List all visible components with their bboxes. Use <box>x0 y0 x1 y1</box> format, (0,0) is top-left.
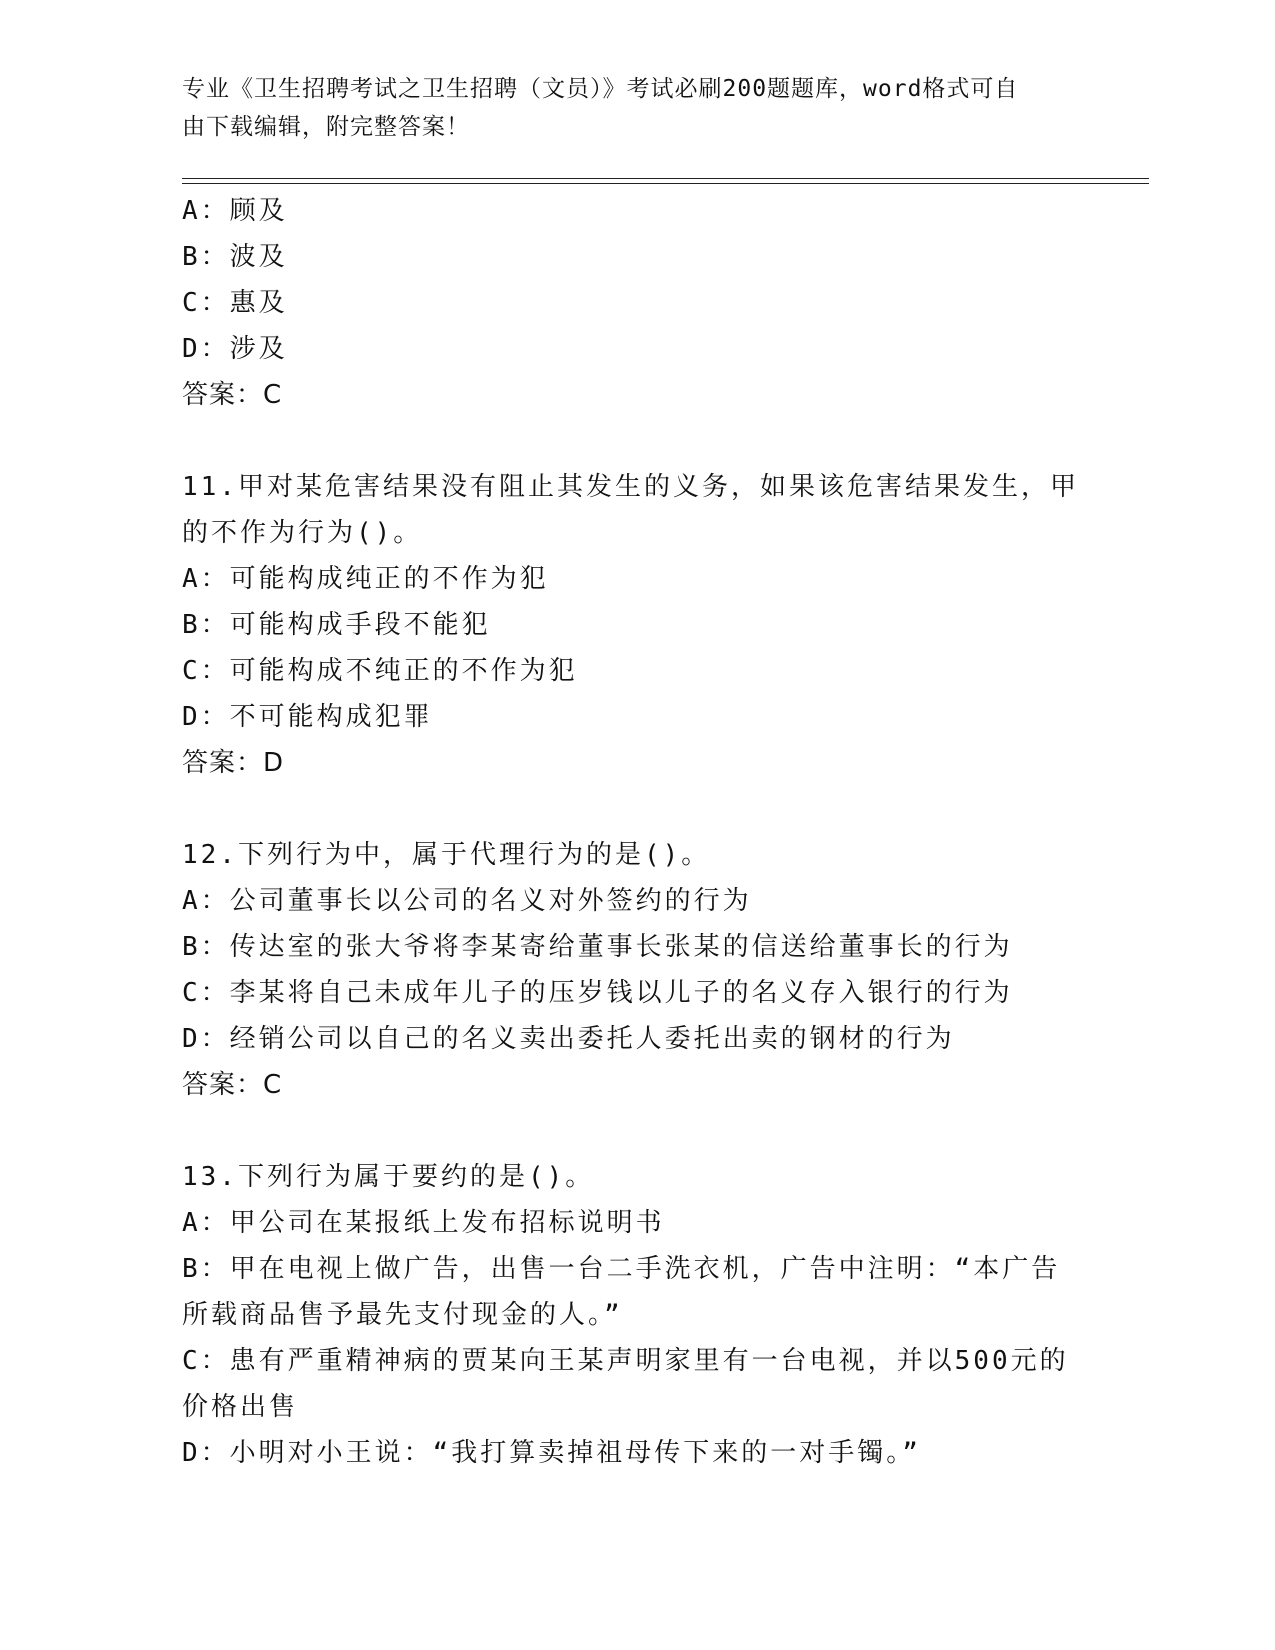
question-13 <box>182 1154 1082 1476</box>
option-d: D：经销公司以自己的名义卖出委托人委托出卖的钢材的行为 <box>182 1024 955 1054</box>
header-line-2: 由下载编辑，附完整答案！ <box>182 114 470 140</box>
option-b: B：传达室的张大爷将李某寄给董事长张某的信送给董事长的行为 <box>182 932 1013 962</box>
answer: 答案：C <box>182 380 283 410</box>
option-c: C：李某将自己未成年儿子的压岁钱以儿子的名义存入银行的行为 <box>182 978 1013 1008</box>
option-d: D：涉及 <box>182 334 288 364</box>
option-a: A：可能构成纯正的不作为犯 <box>182 564 549 594</box>
option-a: A：公司董事长以公司的名义对外签约的行为 <box>182 886 752 916</box>
header-line-1: 专业《卫生招聘考试之卫生招聘（文员）》考试必刷200题题库，word格式可自 <box>182 76 1019 102</box>
option-d: D：不可能构成犯罪 <box>182 702 433 732</box>
spacer <box>182 786 1082 832</box>
question-stem-line-2: 的不作为行为()。 <box>182 518 423 548</box>
answer: 答案：C <box>182 1070 283 1100</box>
option-c-line-2: 价格出售 <box>182 1392 299 1422</box>
option-c: C：可能构成不纯正的不作为犯 <box>182 656 578 686</box>
spacer <box>182 1108 1082 1154</box>
option-a: A：甲公司在某报纸上发布招标说明书 <box>182 1208 665 1238</box>
option-a: A：顾及 <box>182 196 288 226</box>
option-c: C：惠及 <box>182 288 288 318</box>
question-stem-line-1: 11.甲对某危害结果没有阻止其发生的义务，如果该危害结果发生，甲 <box>182 472 1079 502</box>
document-body <box>182 188 1082 1476</box>
document-header <box>182 70 1062 146</box>
option-b: B：可能构成手段不能犯 <box>182 610 491 640</box>
option-b-line-2: 所载商品售予最先支付现金的人。” <box>182 1300 623 1330</box>
answer: 答案：D <box>182 748 285 778</box>
question-10 <box>182 188 1082 418</box>
option-c-line-1: C：患有严重精神病的贾某向王某声明家里有一台电视，并以500元的 <box>182 1346 1069 1376</box>
option-b: B：波及 <box>182 242 288 272</box>
question-12 <box>182 832 1082 1108</box>
question-11 <box>182 464 1082 786</box>
header-rule-top <box>182 178 1149 179</box>
option-d: D：小明对小王说：“我打算卖掉祖母传下来的一对手镯。” <box>182 1438 921 1468</box>
spacer <box>182 418 1082 464</box>
question-stem: 12.下列行为中，属于代理行为的是()。 <box>182 840 711 870</box>
header-rule-bottom <box>182 183 1149 184</box>
question-stem: 13.下列行为属于要约的是()。 <box>182 1162 595 1192</box>
option-b-line-1: B：甲在电视上做广告，出售一台二手洗衣机，广告中注明：“本广告 <box>182 1254 1061 1284</box>
